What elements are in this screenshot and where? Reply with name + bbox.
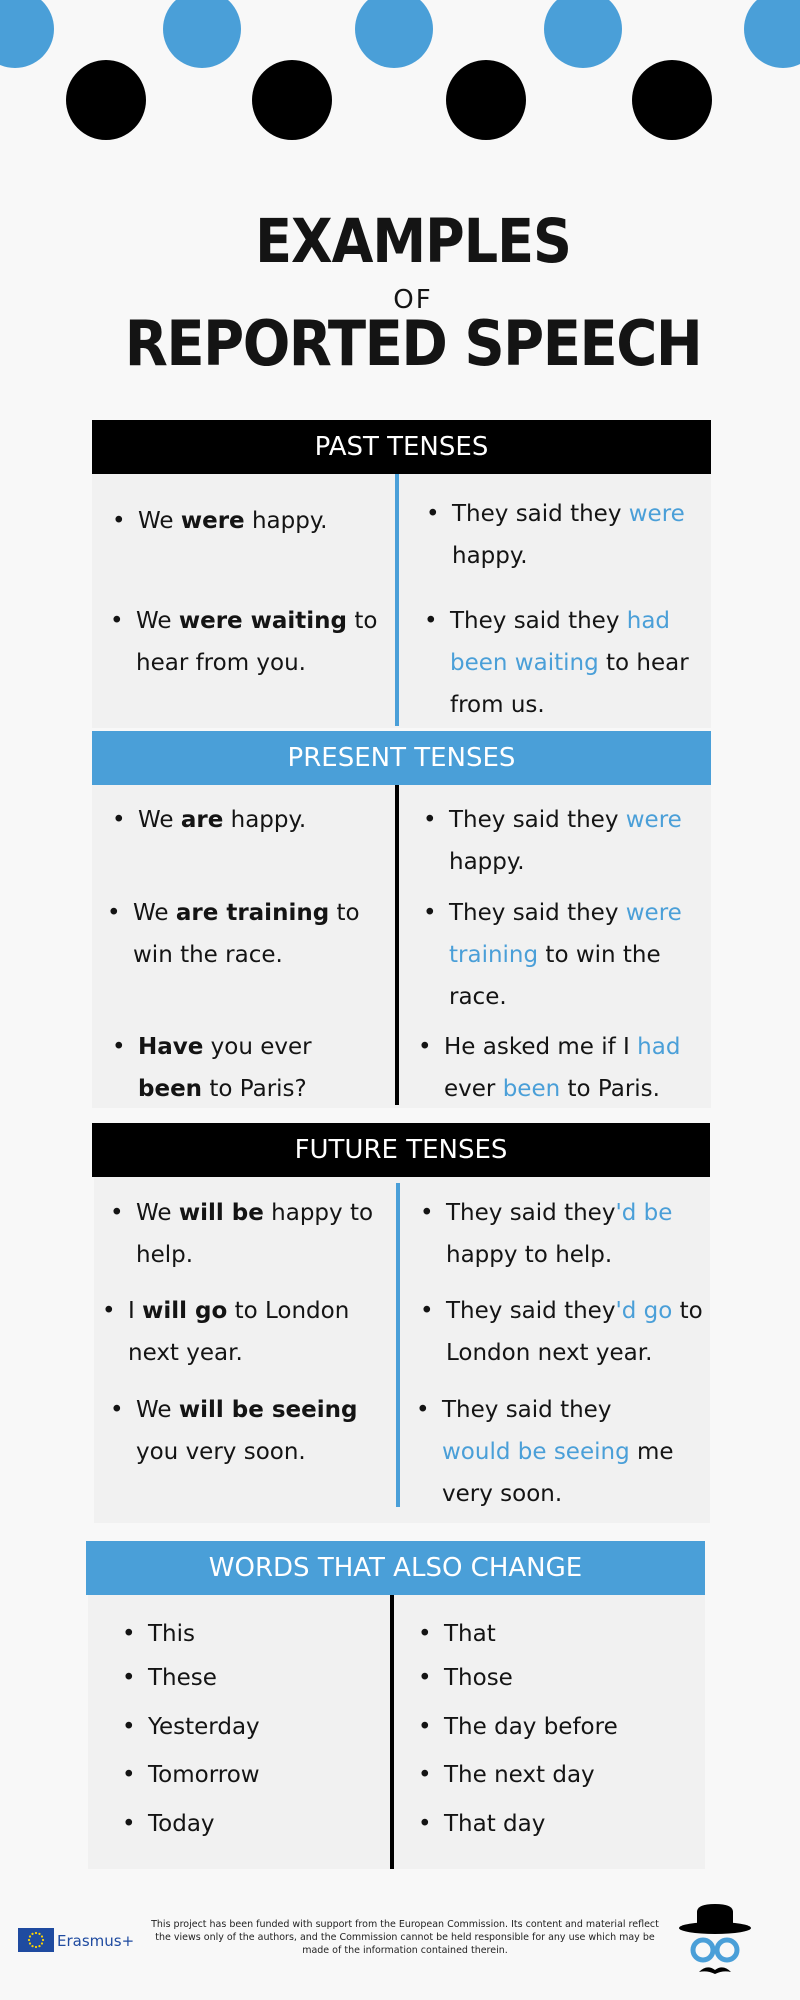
- list-item-text: That: [444, 1621, 496, 1647]
- section-body: [94, 1177, 710, 1523]
- list-item-text: They said they would be seeing me very soon.: [442, 1397, 674, 1507]
- list-item: [122, 1754, 372, 1796]
- bullet-icon: •: [418, 1034, 432, 1060]
- section-header: FUTURE TENSES: [92, 1123, 710, 1177]
- bullet-icon: •: [122, 1621, 136, 1647]
- section-body: [92, 474, 711, 728]
- column-divider: [395, 785, 399, 1105]
- bullet-icon: •: [423, 807, 437, 833]
- decorative-dot: [744, 0, 800, 68]
- section-header: PRESENT TENSES: [92, 731, 711, 785]
- bullet-icon: •: [112, 1034, 126, 1060]
- list-item: [122, 1706, 372, 1748]
- list-item-text: They said they'd go to London next year.: [446, 1298, 703, 1366]
- list-item: [122, 1613, 372, 1655]
- column-divider: [390, 1595, 394, 1869]
- decorative-dot: [446, 60, 526, 140]
- bullet-icon: •: [110, 608, 124, 634]
- list-item: [122, 1803, 372, 1845]
- bullet-icon: •: [424, 608, 438, 634]
- decorative-dot: [66, 60, 146, 140]
- title-reported-speech: REPORTED SPEECH: [124, 308, 702, 381]
- list-item: [423, 799, 708, 883]
- list-item: [420, 1192, 710, 1276]
- erasmus-label: Erasmus+: [57, 1932, 135, 1950]
- bullet-icon: •: [420, 1200, 434, 1226]
- decorative-dot: [163, 0, 241, 68]
- mascot-hat-glasses-icon: [675, 1900, 755, 1980]
- list-item-text: That day: [444, 1811, 546, 1837]
- list-item: [423, 892, 708, 1018]
- list-item: [102, 1290, 392, 1374]
- list-item-text: We are training to win the race.: [133, 900, 360, 968]
- list-item-text: We were waiting to hear from you.: [136, 608, 378, 676]
- title-examples: EXAMPLES: [255, 206, 571, 277]
- bullet-icon: •: [110, 1200, 124, 1226]
- list-item: [418, 1803, 688, 1845]
- column-divider: [395, 474, 399, 726]
- decorative-dot: [355, 0, 433, 68]
- list-item-text: We will be seeing you very soon.: [136, 1397, 358, 1465]
- list-item-text: They said they were happy.: [449, 807, 682, 875]
- section-header: PAST TENSES: [92, 420, 711, 474]
- list-item: [418, 1754, 688, 1796]
- list-item: [418, 1613, 688, 1655]
- bullet-icon: •: [423, 900, 437, 926]
- section-body: [92, 785, 711, 1108]
- list-item-text: They said they had been waiting to hear from us.: [450, 608, 689, 718]
- list-item-text: Have you ever been to Paris?: [138, 1034, 312, 1102]
- bullet-icon: •: [426, 501, 440, 527]
- list-item-text: We were happy.: [138, 508, 328, 534]
- disclaimer-text: This project has been funded with support from the European Commission. Its content and material reflect the views only of the authors, and the Commission cannot be held responsible for any use which may be made of the information contained therein.: [151, 1919, 659, 1956]
- list-item: [416, 1389, 686, 1515]
- list-item: [418, 1657, 688, 1699]
- bullet-icon: •: [102, 1298, 116, 1324]
- bullet-icon: •: [418, 1811, 432, 1837]
- list-item-text: The day before: [444, 1714, 618, 1740]
- list-item-text: We will be happy to help.: [136, 1200, 374, 1268]
- eu-flag-icon: [18, 1928, 54, 1952]
- list-item-text: Those: [444, 1665, 513, 1691]
- bullet-icon: •: [122, 1762, 136, 1788]
- list-item-text: Tomorrow: [148, 1762, 260, 1788]
- column-divider: [396, 1183, 400, 1507]
- section-header: WORDS THAT ALSO CHANGE: [86, 1541, 705, 1595]
- bullet-icon: •: [420, 1298, 434, 1324]
- bullet-icon: •: [112, 807, 126, 833]
- list-item: [426, 493, 711, 577]
- bullet-icon: •: [416, 1397, 430, 1423]
- bullet-icon: •: [418, 1762, 432, 1788]
- list-item-text: We are happy.: [138, 807, 307, 833]
- list-item: [110, 1389, 380, 1473]
- section-present-tenses: [92, 731, 711, 1108]
- bullet-icon: •: [418, 1714, 432, 1740]
- list-item: [112, 500, 382, 542]
- bullet-icon: •: [107, 900, 121, 926]
- list-item-text: They said they were happy.: [452, 501, 685, 569]
- bullet-icon: •: [418, 1621, 432, 1647]
- list-item: [418, 1026, 708, 1110]
- section-body: [88, 1595, 705, 1869]
- bullet-icon: •: [122, 1714, 136, 1740]
- bullet-icon: •: [112, 508, 126, 534]
- decorative-dot: [252, 60, 332, 140]
- list-item-text: Today: [148, 1811, 215, 1837]
- list-item-text: Yesterday: [148, 1714, 260, 1740]
- list-item: [107, 892, 387, 976]
- list-item-text: They said they'd be happy to help.: [446, 1200, 673, 1268]
- list-item: [110, 1192, 380, 1276]
- list-item: [112, 1026, 382, 1110]
- list-item-text: They said they were training to win the race.: [449, 900, 682, 1010]
- title-of: OF: [393, 285, 433, 315]
- bullet-icon: •: [110, 1397, 124, 1423]
- section-future-tenses: [92, 1123, 710, 1523]
- section-past-tenses: [92, 420, 711, 728]
- section-words-that-change: [86, 1541, 705, 1869]
- decorative-dot: [544, 0, 622, 68]
- bullet-icon: •: [418, 1665, 432, 1691]
- list-item-text: This: [148, 1621, 195, 1647]
- list-item-text: He asked me if I had ever been to Paris.: [444, 1034, 681, 1102]
- list-item: [420, 1290, 712, 1374]
- list-item-text: The next day: [444, 1762, 595, 1788]
- bullet-icon: •: [122, 1811, 136, 1837]
- list-item: [112, 799, 382, 841]
- decorative-dot: [632, 60, 712, 140]
- list-item-text: I will go to London next year.: [128, 1298, 350, 1366]
- list-item: [110, 600, 380, 684]
- bullet-icon: •: [122, 1665, 136, 1691]
- list-item: [424, 600, 709, 726]
- list-item: [418, 1706, 688, 1748]
- decorative-dot: [0, 0, 54, 68]
- list-item: [122, 1657, 372, 1699]
- list-item-text: These: [148, 1665, 217, 1691]
